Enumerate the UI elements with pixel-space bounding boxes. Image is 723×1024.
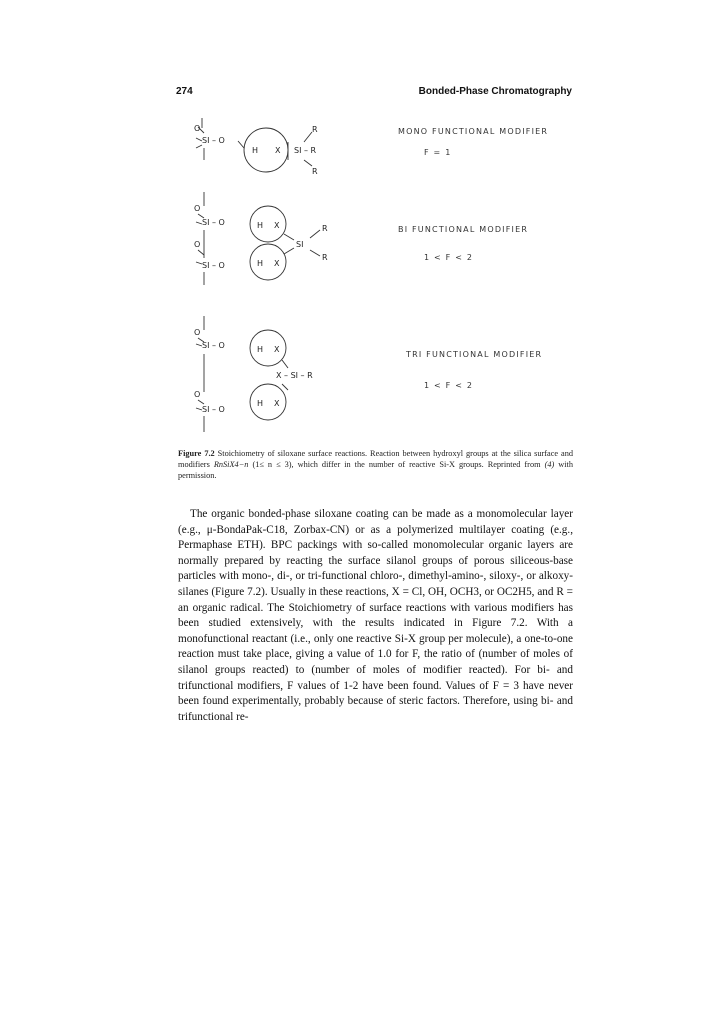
x-atom: X (274, 259, 280, 268)
x-si-r-group: X – SI – R (276, 371, 313, 380)
bond (304, 160, 312, 166)
si-o-group: SI – O (202, 341, 225, 350)
oxygen-atom: O (194, 124, 201, 133)
h-atom: H (252, 146, 259, 155)
si-r-group: SI – R (294, 146, 317, 155)
body-paragraph: The organic bonded-phase siloxane coating can be made as a monomolecular layer (e.g., μ-BondaPak-C18, Zorbax-CN) or as a polymerized multilayer coating (e.g., Permaphase ETH). BPC packings with so-called monomolecular organic layers are normally prepared by reacting the surface silanol groups of porous siliceous-base particles with mono-, di-, or tri-functional chloro-, dimethyl-amino-, siloxy-, or alkoxy-silanes (Figure 7.2). Usually in these reactions, X = Cl, OH, OCH3, or OC2H5, and R = an organic radical. The Stoichiometry of surface reactions with various modifiers has been studied extensively, with the results indicated in Figure 7.2. With a monofunctional reactant (i.e., only one reactive Si-X group per molecule), a one-to-one reaction must take place, giving a value of 1.0 for F, the ratio of (number of moles of silanol groups reacted) to (number of moles of modifier reacted). For bi- and trifunctional modifiers, F values of 1-2 have been found. Values of F = 3 have never been found experimentally, probably because of steric factors. Therefore, using bi- and trifunctional re- (178, 508, 573, 723)
bond (282, 360, 288, 368)
silane-ring (250, 244, 286, 280)
caption-formula: RnSiX4−n (213, 460, 249, 469)
oxygen-atom: O (194, 328, 201, 337)
bond (284, 234, 294, 240)
si-o-group: SI – O (202, 218, 225, 227)
x-atom: X (274, 345, 280, 354)
h-atom: H (257, 345, 264, 354)
running-head (176, 86, 576, 104)
caption-text: Stoichiometry of siloxane surface reactions. Reaction between hydroxyl groups at the silica surface and modifiers (178, 449, 574, 469)
page-number: 274 (176, 86, 193, 97)
si-o-group: SI – O (202, 261, 225, 270)
silane-ring (250, 206, 286, 242)
si-atom: SI (296, 240, 304, 249)
stoichiometry-value: 1 < F < 2 (424, 381, 474, 390)
h-atom: H (257, 259, 264, 268)
silane-ring (250, 330, 286, 366)
running-title: Bonded-Phase Chromatography (418, 86, 572, 97)
bond (284, 248, 294, 254)
x-atom: X (275, 146, 281, 155)
modifier-label: TRI FUNCTIONAL MODIFIER (406, 350, 543, 359)
h-atom: H (257, 399, 264, 408)
oxygen-atom: O (194, 390, 201, 399)
stoichiometry-value: 1 < F < 2 (424, 253, 474, 262)
structure-bifunctional (194, 192, 528, 285)
stoichiometry-value: F = 1 (424, 148, 452, 157)
x-atom: X (274, 221, 280, 230)
structure-trifunctional (194, 316, 542, 432)
r-group: R (312, 125, 318, 134)
silane-ring (250, 384, 286, 420)
caption-text: (1≤ n ≤ 3), which differ in the number of reactive Si-X groups. Reprinted from (248, 460, 545, 469)
bond (310, 250, 320, 256)
silane-ring (244, 128, 288, 172)
bond (238, 141, 244, 148)
si-o-group: SI – O (202, 136, 225, 145)
oxygen-atom: O (194, 240, 201, 249)
figure-7-2-diagram (176, 110, 576, 445)
si-o-group: SI – O (202, 405, 225, 414)
bond (198, 400, 204, 404)
oxygen-atom: O (194, 204, 201, 213)
caption-text: with permission. (178, 460, 574, 480)
structure-monofunctional (194, 118, 548, 176)
bond (304, 132, 312, 142)
r-group: R (322, 224, 328, 233)
caption-reference: (4) (544, 460, 555, 469)
bond (198, 250, 204, 255)
modifier-label: BI FUNCTIONAL MODIFIER (398, 225, 529, 234)
caption-label: Figure 7.2 (178, 449, 215, 458)
figure-caption (178, 448, 573, 481)
r-group: R (312, 167, 318, 176)
bond (310, 230, 320, 238)
x-atom: X (274, 399, 280, 408)
modifier-label: MONO FUNCTIONAL MODIFIER (398, 127, 549, 136)
h-atom: H (257, 221, 264, 230)
bond (196, 145, 202, 148)
bond (282, 384, 288, 390)
r-group: R (322, 253, 328, 262)
